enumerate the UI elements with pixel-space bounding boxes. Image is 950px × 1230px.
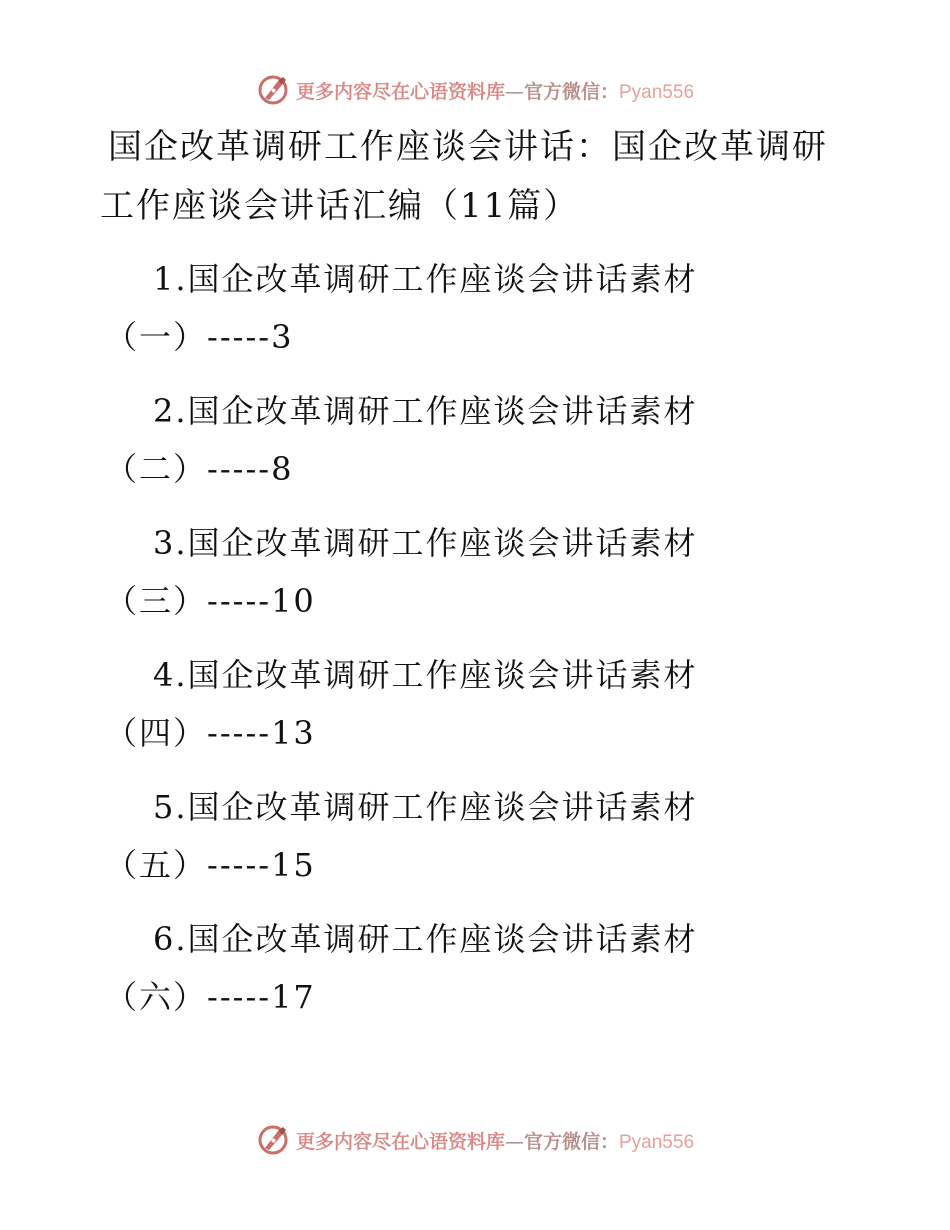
watermark-wechat-label: 官方微信： (523, 1130, 619, 1153)
toc-item (105, 250, 825, 382)
toc-item (105, 514, 825, 646)
watermark-separator: — (504, 80, 524, 103)
pen-nib-logo-icon (256, 73, 290, 107)
header-watermark-banner (0, 70, 950, 110)
toc-item (105, 646, 825, 778)
toc-item-page: （六）-----17 (105, 978, 316, 1016)
watermark-main-text: 更多内容尽在心语资料库 (295, 80, 505, 103)
toc-item (105, 910, 825, 1042)
table-of-contents (105, 250, 825, 1042)
toc-item-title: 3.国企改革调研工作座谈会讲话素材 (153, 524, 698, 562)
toc-item-title: 4.国企改革调研工作座谈会讲话素材 (153, 656, 698, 694)
toc-item-page: （四）-----13 (105, 714, 316, 752)
watermark-wechat-label: 官方微信： (523, 80, 619, 103)
toc-item-title: 2.国企改革调研工作座谈会讲话素材 (153, 392, 698, 430)
toc-item-title: 5.国企改革调研工作座谈会讲话素材 (153, 788, 698, 826)
watermark-text (296, 1127, 694, 1154)
watermark-wechat-id: Pyan556 (619, 81, 695, 103)
toc-item-title: 1.国企改革调研工作座谈会讲话素材 (153, 260, 698, 298)
watermark-text (296, 77, 694, 104)
toc-item-page: （五）-----15 (105, 846, 316, 884)
toc-item (105, 382, 825, 514)
toc-item-page: （一）-----3 (105, 318, 294, 356)
watermark-main-text: 更多内容尽在心语资料库 (295, 1130, 505, 1153)
watermark-content (256, 73, 694, 107)
toc-item-page: （三）-----10 (105, 582, 316, 620)
document-title: 国企改革调研工作座谈会讲话：国企改革调研工作座谈会讲话汇编（11篇） (100, 127, 828, 226)
watermark-wechat-id: Pyan556 (619, 1131, 695, 1153)
toc-item (105, 778, 825, 910)
pen-nib-logo-icon (256, 1123, 290, 1157)
watermark-content (256, 1123, 694, 1157)
toc-item-title: 6.国企改革调研工作座谈会讲话素材 (153, 920, 698, 958)
footer-watermark-banner (0, 1120, 950, 1160)
watermark-separator: — (504, 1130, 524, 1153)
toc-item-page: （二）-----8 (105, 450, 294, 488)
